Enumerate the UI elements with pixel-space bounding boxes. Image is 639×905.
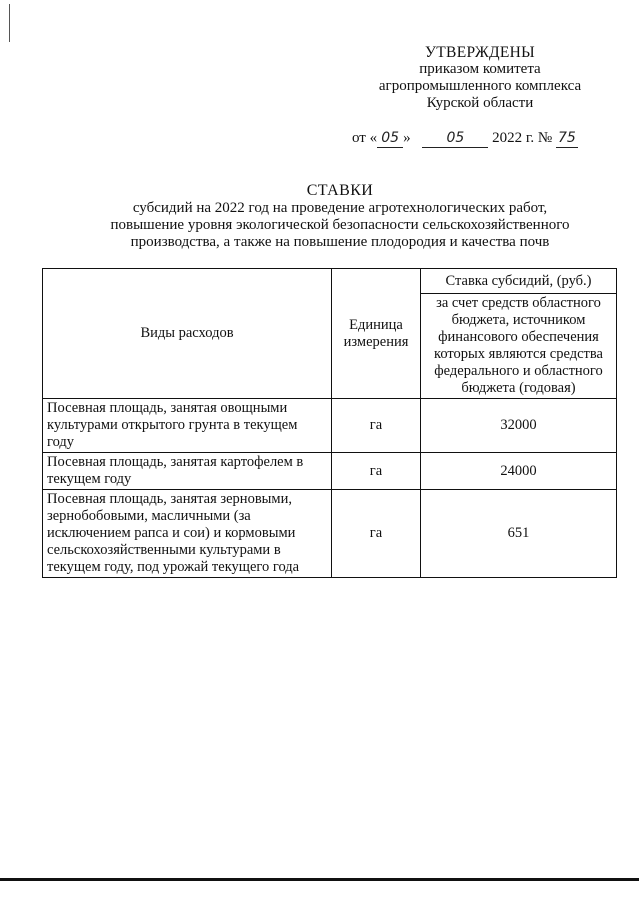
- scan-bottom-edge: [0, 878, 639, 881]
- order-month-handwritten: 05: [422, 131, 488, 148]
- table-header-row: [43, 269, 617, 294]
- row-2-unit: га: [332, 453, 421, 490]
- approval-line-1: приказом комитета: [419, 61, 541, 77]
- row-1-unit: га: [332, 399, 421, 453]
- order-year-text: 2022 г. №: [492, 130, 553, 146]
- order-day-close: »: [403, 130, 411, 146]
- table-row: [43, 453, 617, 490]
- order-prefix: от «: [352, 130, 378, 146]
- scan-margin-mark: [9, 4, 10, 42]
- row-3-rate: 651: [421, 490, 617, 578]
- order-day-handwritten: 05: [377, 131, 403, 148]
- row-3-type: Посевная площадь, занятая зерновыми, зернобобовыми, масличными (за исключением рапса и сои) и кормовыми сельскохозяйственными культурами в текущем году, под урожай текущего года: [43, 490, 332, 578]
- heading-line-3: производства, а также на повышение плодородия и качества почв: [130, 234, 550, 250]
- order-number-handwritten: 75: [556, 131, 578, 148]
- subsidy-rates-table: [42, 268, 617, 578]
- row-1-type: Посевная площадь, занятая овощными культурами открытого грунта в текущем году: [43, 399, 332, 453]
- approval-line-3: Курской области: [426, 95, 534, 111]
- table-row: [43, 399, 617, 453]
- heading-line-1: субсидий на 2022 год на проведение агротехнологических работ,: [132, 200, 548, 216]
- heading-line-2: повышение уровня экологической безопасности сельскохозяйственного: [110, 217, 570, 233]
- row-1-rate: 32000: [421, 399, 617, 453]
- document-title: СТАВКИ: [306, 182, 374, 199]
- document-heading: [60, 182, 620, 251]
- header-rate-source: за счет средств областного бюджета, источником финансового обеспечения которых являются средства федерального и областного бюджета (годовая): [421, 294, 617, 399]
- order-date-number-line: [352, 128, 592, 148]
- approval-line-2: агропромышленного комплекса: [378, 78, 582, 94]
- header-expense-type: Виды расходов: [43, 269, 332, 399]
- approval-block: [360, 44, 600, 112]
- header-unit: Единица измерения: [332, 269, 421, 399]
- approved-heading: УТВЕРЖДЕНЫ: [425, 44, 535, 61]
- header-rate: Ставка субсидий, (руб.): [421, 269, 617, 294]
- row-2-type: Посевная площадь, занятая картофелем в текущем году: [43, 453, 332, 490]
- row-3-unit: га: [332, 490, 421, 578]
- row-2-rate: 24000: [421, 453, 617, 490]
- table-row: [43, 490, 617, 578]
